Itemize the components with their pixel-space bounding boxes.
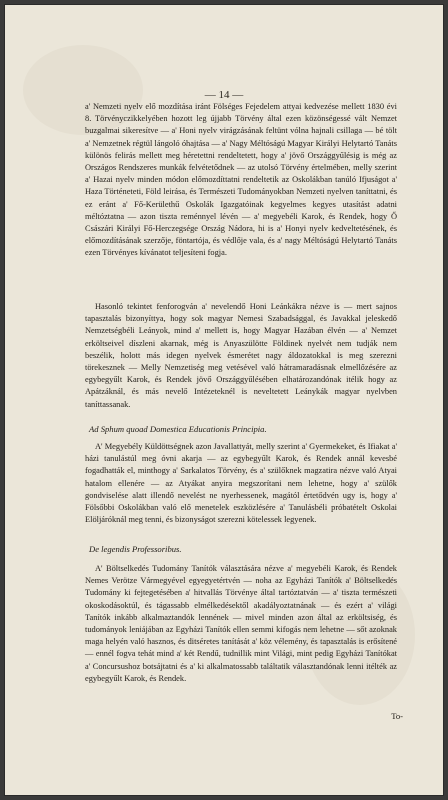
paragraph-national-language: a' Nemzeti nyelv elő mozdítása iránt Fölséges Fejedelem attyai kedvezése mellett 1830 évi 8. Törvényczikkelyében hozott leg újjabb Törvény által ezen közönségessé vált Nemzet buzgalmai sikeresítve — a' Honi nyelv virágzásának feltünt vólna hajnali csillaga — bé tölt a' Nemzetnek régtül lángoló óhajtása — a' Nagy Méltóságú Magyar Királyi Helytartó Tanáts különös felirás mellett meg héretettni rendeltetett, hogy a' jövő Országgyűlésig is még az Országos Rendszeres munkák felvétetődnek — az utolsó Törvény értelmében, melly szerint a' Hazai nyelv minden módon előmozdíttatni rendeltetik az Oskolákban tanúló Ifjuságot a' Haza Történeteti, Föld leirása, és Természeti Tudományokban Nemzeti nyelven taníttatni, és ez eránt a' Fő-Kerülethű Oskolák Igazgatóinak kegyelmes kegyes utasítást adatni méltóztatna — azon tiszta reménnyel lévén — a' megyebéli Karok, és Rendek, hogy Ő Császári Királyi Fő-Herczegsége Ország Nádora, hi is a' Honyi nyelv kedveltetésének, és előmozdításának szerzője, föntartója, és védlője vala, és a' nagy Méltóságú Helytartó Tanáts ezen Törvényes kívánatot teljesíteni fogja. xyxy=(85,102,397,258)
section-heading-professoribus: De legendis Professoribus. xyxy=(89,544,182,554)
document-page xyxy=(4,4,444,796)
section-heading-domestica: Ad Sphum quoad Domestica Educationis Principia. xyxy=(89,424,267,434)
paragraph-domestic-education: A' Megyebély Küldöttségnek azon Javallattyát, melly szerint a' Gyermekeket, és Ifiakat a' házi tanulástúl meg óvni akarja — az egybegyűlt Karok, és Rendek annál kevesbé fogadhatták el, minthogy a' Sarkalatos Törvény, és a' szülőknek magzatira nézve való Atyai hatalom ellenére — az Atyákat anyira megszorítani nem lehetne, hogy a' szülők gondviselése alatt illendő nevelést ne nyerhessenek, magától értetődvén ugy is, hogy a' Fölsőbbi Oskolákban való elő menetelek eszközlésére a' Tanulásbéli próbatételt Oskolai Elöljáróknál meg tenni, és bizonyságot szerezni kötelessek legyenek. xyxy=(85,442,397,525)
page-number: — 14 — xyxy=(204,89,244,101)
paragraph-professors: A' Böltselkedés Tudomány Tanítók választására nézve a' megyebéli Karok, és Rendek Nemes Verötze Vármegyével egyegyetértvén — noha az Egyházi Tanítók a' Böltselkedés Tudomány ki fejtegetésében a' hitvallás Törvénye által tartóztatván — a' tiszta természeti okoskodásoktúl, és tágassabb elmélkedésektől akadályoztatnának — és ezért a' világi Tanítók inkább alkalmaztandók lennének — mivel minden azon által az erköltsiség, és tudományok leniájában az Egyházi Tanítók ellen semmi kifogás nem lehetne — sőt azoknak maga helyén való hasznos, és ditséretes tanítását a' köz vélemény, és tapasztalás is erősítené — ennél fogva tehát mind a' két Rendű, tudnillik mint Világi, mint pedig Egyházi Tanítókat a' Concursushoz botsájtatni és a' ki alkalmatossabb találtatik választandónak lenni itélték az egybegyűlt Karok, és Rendek. xyxy=(85,564,397,683)
catchword: To- xyxy=(391,711,403,721)
paragraph-girls-education: Hasonló tekintet fenforogván a' nevelendő Honi Leánkákra nézve is — mert sajnos tapasztalás bizonyíttya, hogy sok magyar Nemesi Szabadsággal, és Javakkal jeleskedő Nemzetségbéli Leányok, mind a' mellett is, hogy Magyar Hazában élvén — a' Nemzet erköltseivel díszleni akarnak, még is Anyaszülötte Földinek nyelvét nem tudják nem beszélik, holott más idegen nyelvek ésmerétet nagy áldozatokkal is meg szerezni törekesznek — Melly Nemzetiség meg vetésével való hátramaradásnak elmellőzésére az egybegyűlt Karok, és Rendek jövő Országgyűlésében elhatározandónak itélik hogy az Apátzáknál, és más nevelő Intézeteknél is neveltetett Leánykák magyar nyelvben taníttassanak. xyxy=(85,302,397,409)
